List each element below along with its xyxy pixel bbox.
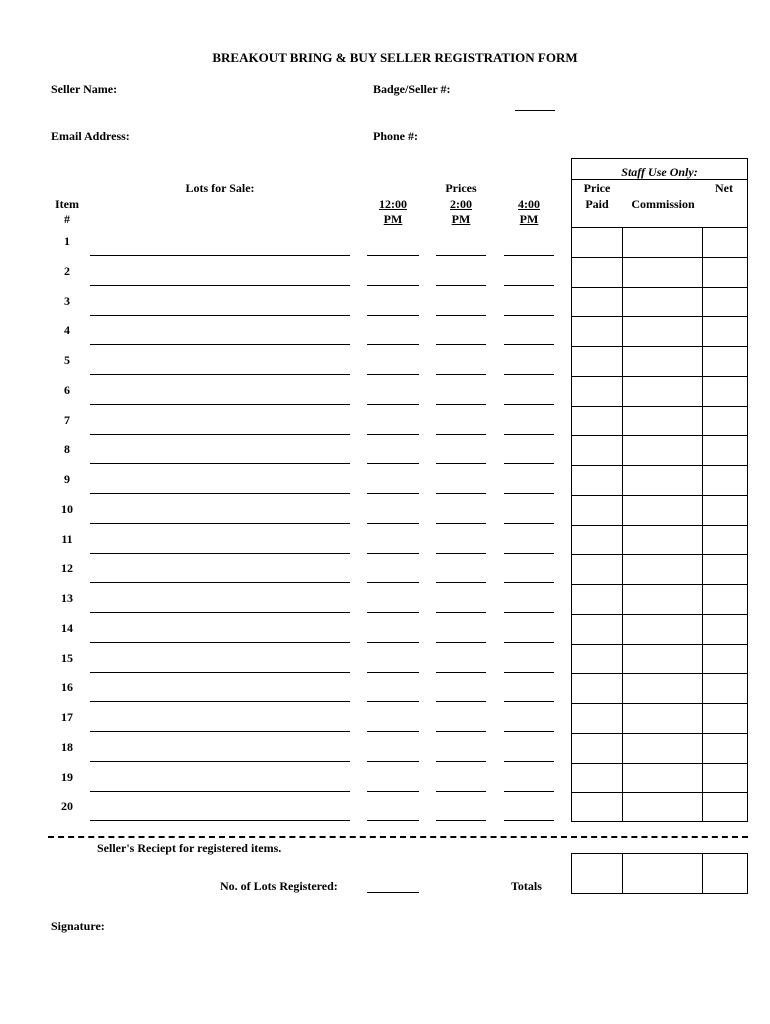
price-1200-field[interactable]	[367, 463, 419, 464]
lot-description-field[interactable]	[90, 255, 350, 256]
staff-row-divider	[571, 227, 748, 228]
price-1200-field[interactable]	[367, 731, 419, 732]
totals-label: Totals	[511, 879, 542, 893]
commission-header: Commission	[631, 197, 695, 211]
price-200-field[interactable]	[436, 761, 486, 762]
lots-registered-field[interactable]	[367, 892, 419, 893]
row-number: 15	[61, 650, 73, 665]
row-number: 9	[64, 472, 70, 486]
staff-row-divider	[571, 703, 748, 704]
lot-description-field[interactable]	[90, 820, 350, 821]
price-1200-field[interactable]	[367, 701, 419, 702]
price-200-field[interactable]	[436, 434, 486, 435]
lot-description-field[interactable]	[90, 523, 350, 524]
lot-description-field[interactable]	[90, 463, 350, 464]
price-1200-field[interactable]	[367, 255, 419, 256]
row-number: 6	[64, 382, 70, 397]
staff-row-divider	[571, 763, 748, 764]
price-paid-header-bottom: Paid	[585, 197, 609, 211]
lot-description-field[interactable]	[90, 374, 350, 375]
price-400-field[interactable]	[504, 493, 554, 494]
price-200-header: 2:00	[450, 197, 472, 211]
item-hash-header: #	[64, 212, 70, 226]
price-200-pm: PM	[451, 212, 471, 226]
price-1200-field[interactable]	[367, 672, 419, 673]
lot-description-field[interactable]	[90, 434, 350, 435]
price-1200-pm: PM	[383, 212, 403, 226]
price-400-field[interactable]	[504, 463, 554, 464]
phone-label: Phone #:	[373, 129, 418, 143]
price-200-field[interactable]	[436, 731, 486, 732]
price-400-field[interactable]	[504, 582, 554, 583]
staff-use-header: Staff Use Only:	[621, 165, 698, 179]
row-number: 14	[61, 620, 73, 635]
net-header: Net	[715, 181, 733, 195]
price-200-field[interactable]	[436, 642, 486, 643]
lot-description-field[interactable]	[90, 404, 350, 405]
staff-row-divider	[571, 495, 748, 496]
tear-line	[48, 836, 748, 838]
staff-row-divider	[571, 346, 748, 347]
lot-description-field[interactable]	[90, 761, 350, 762]
staff-row-divider	[571, 435, 748, 436]
staff-row-divider	[571, 584, 748, 585]
row-number: 2	[64, 263, 70, 278]
staff-row-divider	[571, 257, 748, 258]
row-number: 12	[61, 561, 73, 576]
price-1200-field[interactable]	[367, 761, 419, 762]
price-200-field[interactable]	[436, 820, 486, 821]
price-400-field[interactable]	[504, 672, 554, 673]
lot-description-field[interactable]	[90, 315, 350, 316]
form-title: BREAKOUT BRING & BUY SELLER REGISTRATION FORM	[212, 50, 578, 65]
totals-divider-2	[702, 853, 703, 894]
prices-header: Prices	[445, 181, 477, 195]
row-number: 10	[61, 501, 73, 516]
price-1200-field[interactable]	[367, 493, 419, 494]
staff-row-divider	[571, 406, 748, 407]
price-1200-field[interactable]	[367, 553, 419, 554]
price-200-field[interactable]	[436, 612, 486, 613]
row-number: 18	[61, 739, 73, 754]
price-1200-field[interactable]	[367, 374, 419, 375]
price-400-field[interactable]	[504, 553, 554, 554]
lot-description-field[interactable]	[90, 672, 350, 673]
price-1200-header: 12:00	[379, 197, 407, 211]
price-200-field[interactable]	[436, 463, 486, 464]
price-1200-field[interactable]	[367, 642, 419, 643]
signature-label: Signature:	[51, 919, 105, 933]
price-200-field[interactable]	[436, 582, 486, 583]
price-200-field[interactable]	[436, 374, 486, 375]
price-400-field[interactable]	[504, 374, 554, 375]
lot-description-field[interactable]	[90, 701, 350, 702]
price-400-field[interactable]	[504, 404, 554, 405]
staff-row-divider	[571, 792, 748, 793]
staff-row-divider	[571, 733, 748, 734]
lot-description-field[interactable]	[90, 582, 350, 583]
staff-row-divider	[571, 287, 748, 288]
price-400-field[interactable]	[504, 701, 554, 702]
email-label: Email Address:	[51, 129, 130, 143]
price-200-field[interactable]	[436, 791, 486, 792]
badge-field[interactable]	[515, 110, 555, 111]
lot-description-field[interactable]	[90, 612, 350, 613]
lot-description-field[interactable]	[90, 791, 350, 792]
price-200-field[interactable]	[436, 285, 486, 286]
row-number: 7	[64, 412, 70, 427]
badge-label: Badge/Seller #:	[373, 82, 451, 96]
price-200-field[interactable]	[436, 523, 486, 524]
staff-row-divider	[571, 614, 748, 615]
price-200-field[interactable]	[436, 701, 486, 702]
lots-registered-label: No. of Lots Registered:	[220, 879, 338, 893]
lot-description-field[interactable]	[90, 731, 350, 732]
price-400-field[interactable]	[504, 434, 554, 435]
price-400-field[interactable]	[504, 820, 554, 821]
lot-description-field[interactable]	[90, 642, 350, 643]
price-400-field[interactable]	[504, 731, 554, 732]
staff-row-divider	[571, 644, 748, 645]
staff-row-divider	[571, 673, 748, 674]
row-number: 4	[64, 323, 70, 338]
staff-header-divider	[571, 179, 748, 180]
row-number: 13	[61, 591, 73, 605]
price-200-field[interactable]	[436, 493, 486, 494]
receipt-label: Seller's Reciept for registered items.	[97, 841, 282, 855]
price-400-field[interactable]	[504, 315, 554, 316]
price-1200-field[interactable]	[367, 791, 419, 792]
price-200-field[interactable]	[436, 672, 486, 673]
row-number: 8	[64, 442, 70, 457]
price-1200-field[interactable]	[367, 344, 419, 345]
staff-row-divider	[571, 525, 748, 526]
price-paid-header-top: Price	[583, 181, 611, 195]
price-200-field[interactable]	[436, 344, 486, 345]
totals-divider-1	[622, 853, 623, 894]
lot-description-field[interactable]	[90, 493, 350, 494]
price-400-header: 4:00	[518, 197, 540, 211]
price-1200-field[interactable]	[367, 434, 419, 435]
price-400-pm: PM	[519, 212, 539, 226]
price-400-field[interactable]	[504, 344, 554, 345]
staff-row-divider	[571, 465, 748, 466]
row-number: 11	[61, 531, 73, 546]
price-1200-field[interactable]	[367, 582, 419, 583]
price-1200-field[interactable]	[367, 285, 419, 286]
staff-row-divider	[571, 554, 748, 555]
seller-name-label: Seller Name:	[51, 82, 118, 96]
price-1200-field[interactable]	[367, 315, 419, 316]
staff-row-divider	[571, 376, 748, 377]
row-number: 5	[64, 353, 70, 367]
price-200-field[interactable]	[436, 255, 486, 256]
row-number: 16	[61, 680, 73, 695]
price-200-field[interactable]	[436, 553, 486, 554]
price-400-field[interactable]	[504, 791, 554, 792]
price-400-field[interactable]	[504, 523, 554, 524]
lot-description-field[interactable]	[90, 553, 350, 554]
price-1200-field[interactable]	[367, 523, 419, 524]
price-400-field[interactable]	[504, 255, 554, 256]
lot-description-field[interactable]	[90, 285, 350, 286]
row-number: 3	[64, 293, 70, 308]
price-200-field[interactable]	[436, 315, 486, 316]
lots-header: Lots for Sale:	[185, 181, 255, 195]
price-400-field[interactable]	[504, 285, 554, 286]
item-header: Item	[55, 197, 79, 211]
price-400-field[interactable]	[504, 612, 554, 613]
price-1200-field[interactable]	[367, 612, 419, 613]
row-number: 17	[61, 710, 73, 724]
row-number: 19	[61, 769, 73, 784]
row-number: 1	[64, 234, 70, 248]
totals-box	[571, 853, 748, 894]
staff-row-divider	[571, 316, 748, 317]
price-400-field[interactable]	[504, 761, 554, 762]
price-1200-field[interactable]	[367, 820, 419, 821]
lot-description-field[interactable]	[90, 344, 350, 345]
price-1200-field[interactable]	[367, 404, 419, 405]
price-200-field[interactable]	[436, 404, 486, 405]
price-400-field[interactable]	[504, 642, 554, 643]
row-number: 20	[61, 799, 73, 814]
